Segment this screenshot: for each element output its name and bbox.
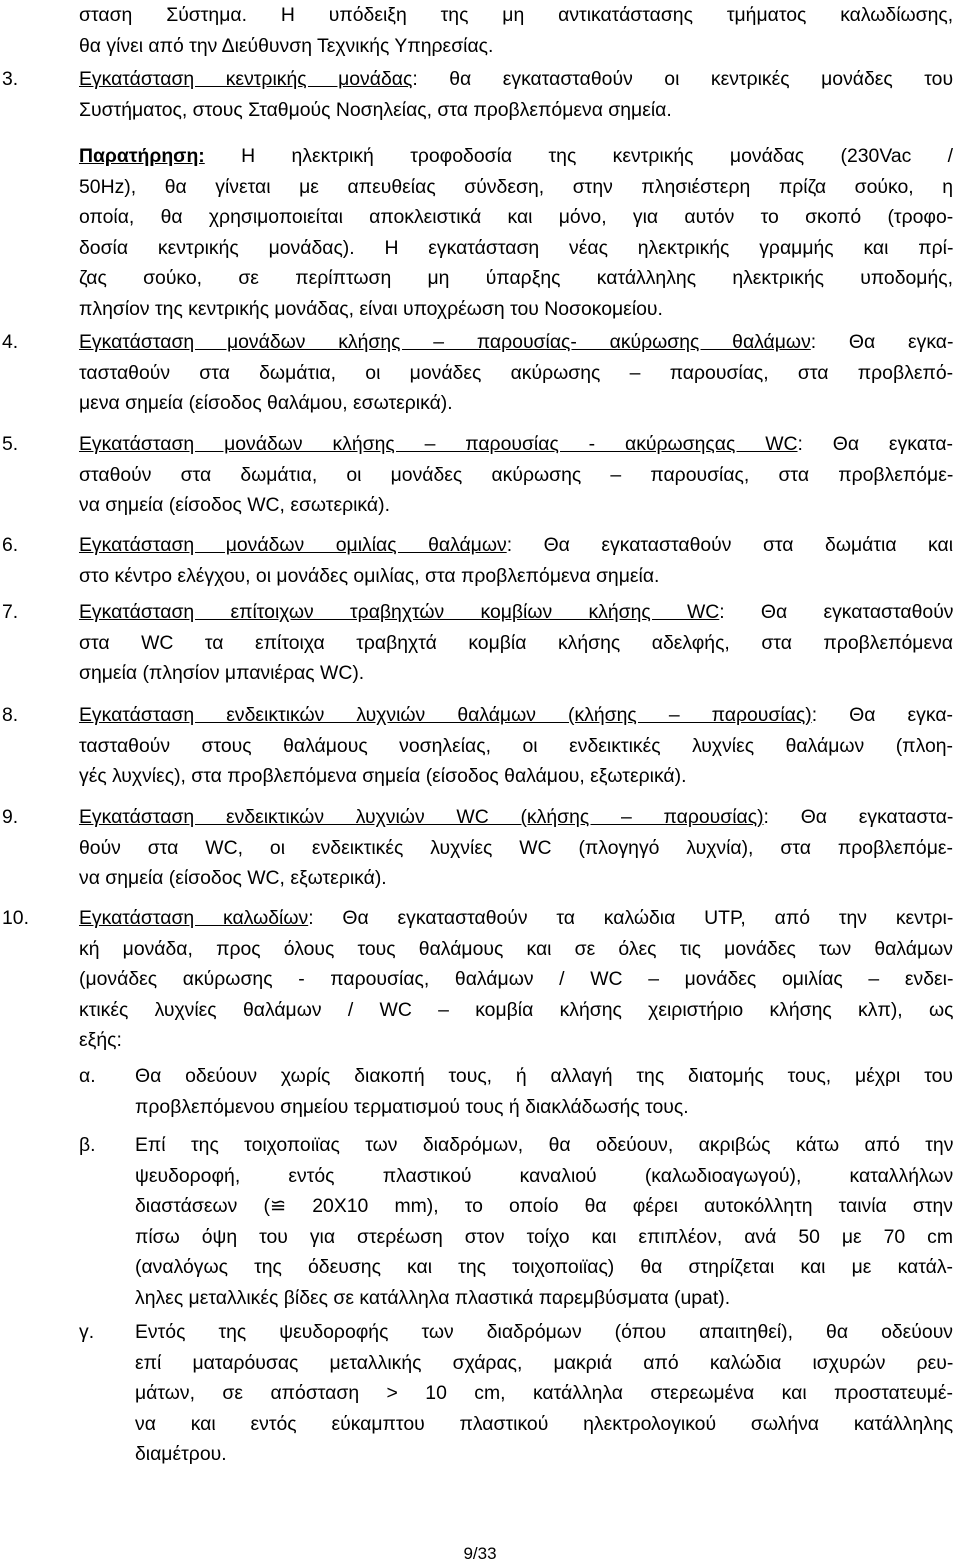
text-line: κή μονάδα, προς όλους τους θαλάμους και σε όλες τις μονάδες των θαλάμων [79, 937, 953, 960]
text-fragment: : Θα εγκατασταθούν [719, 601, 954, 623]
text-line: δοσία κεντρικής μονάδας). Η εγκατάσταση νέας ηλεκτρικής γραμμής και πρί- [79, 236, 954, 259]
note-paragraph [79, 141, 953, 325]
text-line: σταση Σύστημα. Η υπόδειξη της μη αντικατάστασης τμήματος καλωδίωσης, [79, 4, 954, 26]
list-item-7 [0, 597, 953, 689]
text-line [135, 1191, 953, 1222]
text-fragment: : Θα εγκατασταθούν στα δωμάτια και [506, 534, 954, 556]
item-number: 3. [2, 68, 19, 90]
list-item-3 [0, 64, 953, 125]
sub-item-marker: γ. [79, 1321, 95, 1343]
text-fragment: 20X10 mm), το οποίο θα φέρει αυτοκόλλητη ταινία στην [286, 1195, 953, 1218]
item-heading: Εγκατάσταση καλωδίων [79, 907, 309, 929]
text-line: τασταθούν στα δωμάτια, οι μονάδες ακύρωσης – παρουσίας, στα προβλεπό- [79, 361, 954, 384]
text-line: κτικές λυχνίες θαλάμων / WC – κομβία κλήσης χειριστήριο κλήσης κλπ), ως [79, 998, 954, 1021]
list-item-10 [0, 903, 953, 1056]
text-line: Θα οδεύουν χωρίς διακοπή τους, ή αλλαγή της διατομής τους, μέχρι του [135, 1065, 953, 1087]
text-line: Επί της τοιχοποιϊας των διαδρόμων, θα οδεύουν, ακριβώς κάτω από την [135, 1134, 954, 1156]
item-number: 4. [2, 331, 19, 353]
text-line: (μονάδες ακύρωσης - παρουσίας, θαλάμων / WC – μονάδες ομιλίας – ενδει- [79, 968, 954, 991]
text-line: διαμέτρου. [135, 1443, 227, 1466]
item-number: 5. [2, 433, 19, 455]
item-heading: Εγκατάσταση μονάδων κλήσης – παρουσίας- ακύρωσης θαλάμων [79, 331, 811, 353]
sub-item-marker: α. [79, 1065, 96, 1087]
text-fragment: : Θα εγκατα- [797, 433, 953, 455]
text-line [79, 903, 953, 934]
intro-paragraph [79, 0, 953, 61]
sub-item-b [79, 1130, 953, 1314]
list-item-9 [0, 802, 953, 894]
text-line: προβλεπόμενου σημείου τερματισμού τους ή διακλάδωσής τους. [135, 1095, 689, 1118]
list-item-4 [0, 327, 953, 419]
approx-equal-symbol: ≌ [269, 1195, 287, 1218]
list-item-6 [0, 530, 953, 591]
text-fragment: : Θα εγκαταστα- [763, 806, 954, 828]
text-line: οποία, θα χρησιμοποιείται αποκλειστικά και μόνο, για αυτόν το σκοπό (τροφο- [79, 206, 954, 229]
item-heading: Εγκατάσταση μονάδων ομιλίας θαλάμων [79, 534, 507, 556]
text-line [79, 530, 953, 561]
item-number: 6. [2, 534, 19, 556]
text-line: μενα σημεία (είσοδος θαλάμου, εσωτερικά). [79, 392, 453, 415]
text-line [79, 327, 953, 358]
text-fragment: : θα εγκατασταθούν οι κεντρικές μονάδες του [412, 68, 954, 90]
note-label: Παρατήρηση: [79, 145, 205, 167]
text-line: θούν στα WC, οι ενδεικτικές λυχνίες WC (πλογηγό λυχνία), στα προβλεπόμε- [79, 836, 953, 859]
text-line: μάτων, σε απόσταση > 10 cm, κατάλληλα στερεωμένα και προστατευμέ- [135, 1382, 953, 1405]
text-line [79, 429, 953, 460]
text-line: πλησίον της κεντρικής μονάδας, είναι υποχρέωση του Νοσοκομείου. [79, 297, 663, 320]
text-fragment: : Θα εγκατασταθούν τα καλώδια UTP, από την κεντρι- [308, 907, 954, 929]
text-line [79, 802, 953, 833]
text-fragment: : Θα εγκα- [810, 331, 954, 353]
text-line [79, 597, 953, 628]
text-line: σταθούν στα δωμάτια, οι μονάδες ακύρωσης – παρουσίας, στα προβλεπόμε- [79, 463, 954, 486]
item-number: 7. [2, 601, 19, 623]
text-fragment: : Θα εγκα- [811, 704, 953, 726]
text-line: τασταθούν στους θαλάμους νοσηλείας, οι ενδεικτικές λυχνίες θαλάμων (πλοη- [79, 734, 953, 757]
text-line: επί ματαρόυσας μεταλλικής σχάρας, μακριά από καλώδια ισχυρών ρευ- [135, 1351, 954, 1374]
item-heading: Εγκατάσταση επίτοιχων τραβηχτών κομβίων κλήσης WC [79, 601, 720, 623]
item-number: 8. [2, 704, 19, 726]
text-fragment: Η ηλεκτρική τροφοδοσία της κεντρικής μονάδας (230Vac / [204, 145, 954, 167]
text-line: 50Hz), θα γίνεται με απευθείας σύνδεση, στην πλησιέστερη πρίζα σούκο, η [79, 175, 953, 198]
text-line: Εντός της ψευδοροφής των διαδρόμων (όπου απαιτηθεί), θα οδεύουν [135, 1321, 953, 1343]
text-line: ζας σούκο, σε περίπτωση μη ύπαρξης κατάλληλης ηλεκτρικής υποδομής, [79, 267, 953, 290]
list-item-5 [0, 429, 953, 521]
text-line [79, 64, 953, 95]
text-line: σημεία (πλησίον μπανιέρας WC). [79, 662, 365, 685]
text-line [79, 141, 953, 172]
text-line [79, 700, 953, 731]
text-line: πίσω όψη του για στερέωση στον τοίχο και επιπλέον, ανά 50 με 70 cm [135, 1225, 953, 1248]
list-item-8 [0, 700, 953, 792]
text-line: εξής: [79, 1029, 122, 1052]
text-line: να σημεία (είσοδος WC, εξωτερικά). [79, 867, 387, 890]
text-line: Συστήματος, στους Σταθμούς Νοσηλείας, στα προβλεπόμενα σημεία. [79, 98, 672, 121]
item-heading: Εγκατάσταση ενδεικτικών λυχνιών WC (κλήσης – παρουσίας) [79, 806, 764, 828]
text-line: στο κέντρο ελέγχου, οι μονάδες ομιλίας, στα προβλεπόμενα σημεία. [79, 564, 660, 587]
item-heading: Εγκατάσταση μονάδων κλήσης – παρουσίας - ακύρωσηςας WC [79, 433, 798, 455]
sub-item-c [79, 1317, 953, 1470]
sub-item-marker: β. [79, 1134, 96, 1156]
item-number: 10. [2, 907, 29, 929]
text-line: να και εντός εύκαμπτου πλαστικού ηλεκτρολογικού σωλήνα κατάλληλης [135, 1412, 954, 1435]
item-heading: Εγκατάσταση ενδεικτικών λυχνιών θαλάμων (κλήσης – παρουσίας) [79, 704, 812, 726]
item-number: 9. [2, 806, 19, 828]
page-number: 9/33 [463, 1544, 497, 1563]
text-line: γές λυχνίες), στα προβλεπόμενα σημεία (είσοδος θαλάμου, εξωτερικά). [79, 765, 687, 788]
text-line: στα WC τα επίτοιχα τραβηχτά κομβία κλήσης αδελφής, στα προβλεπόμενα [79, 631, 953, 654]
text-fragment: διαστάσεων ( [135, 1195, 270, 1218]
text-line: ψευδοροφή, εντός πλαστικού καναλιού (καλωδιοαγωγού), καταλλήλων [135, 1164, 954, 1187]
text-line: (αναλόγως της όδευσης και της τοιχοποιϊας) θα στηρίζεται και με κατάλ- [135, 1256, 953, 1279]
text-line: ληλες μεταλλικές βίδες σε κατάλληλα πλαστικά παρεμβύσματα (upat). [135, 1286, 731, 1309]
item-heading: Εγκατάσταση κεντρικής μονάδας [79, 68, 413, 90]
sub-item-a [79, 1061, 953, 1122]
text-line: να σημεία (είσοδος WC, εσωτερικά). [79, 494, 390, 517]
text-line: θα γίνει από την Διεύθυνση Τεχνικής Υπηρεσίας. [79, 34, 494, 57]
